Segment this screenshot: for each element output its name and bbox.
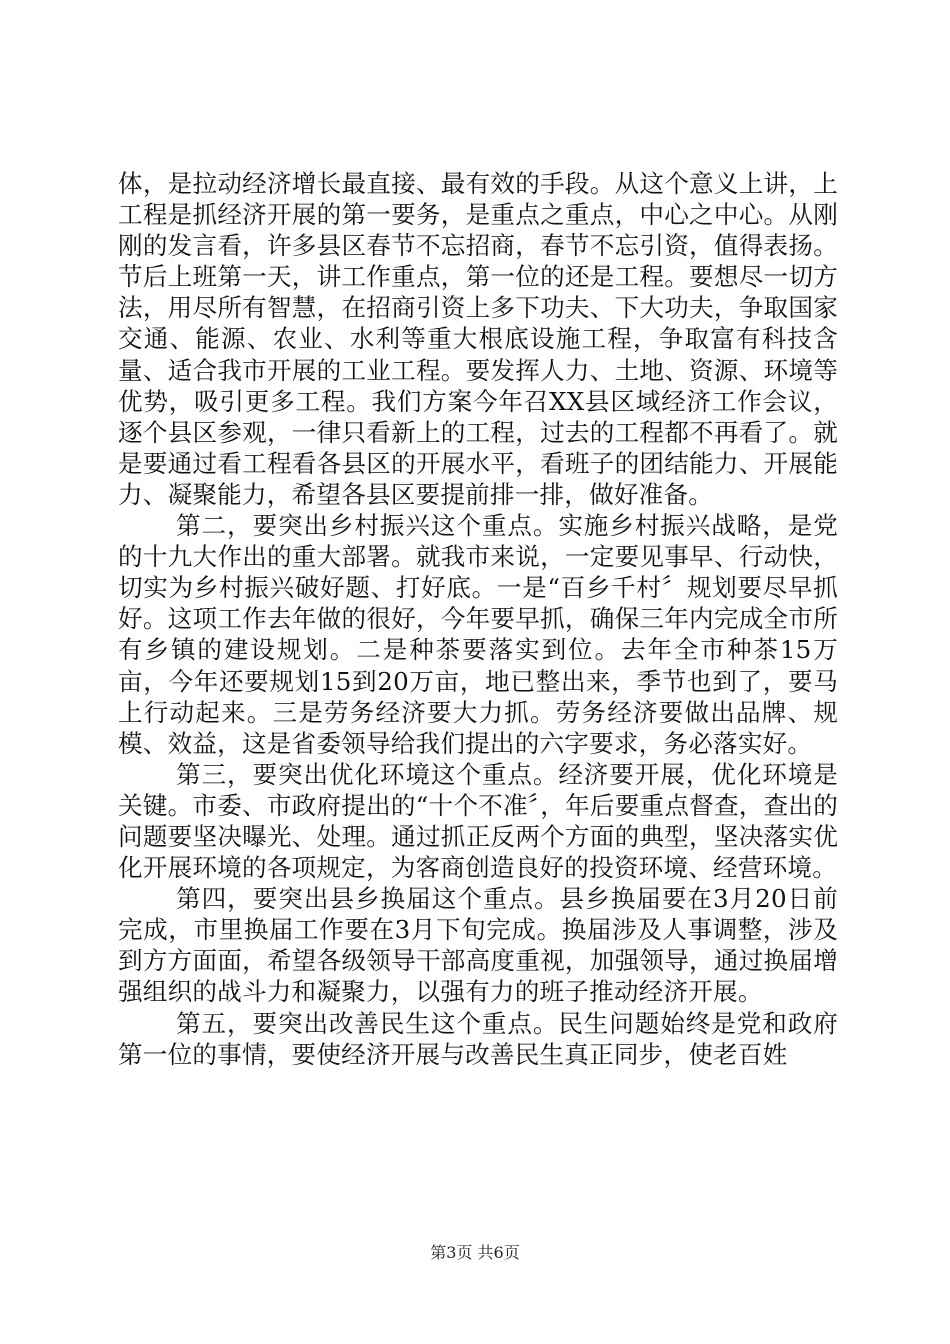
paragraph-1: 体，是拉动经济增长最直接、最有效的手段。从这个意义上讲，上工程是抓经济开展的第一要务，是重点之重点，中心之中心。从刚刚的发言看，许多县区春节不忘招商，春节不忘引资，值得表扬。节后上班第一天，讲工作重点，第一位的还是工程。要想尽一切方法，用尽所有智慧，在招商引资上多下功夫、下大功夫，争取国家交通、能源、农业、水利等重大根底设施工程，争取富有科技含量、适合我市开展的工业工程。要发挥人力、土地、资源、环境等优势，吸引更多工程。我们方案今年召XX县区域经济工作会议，逐个县区参观，一律只看新上的工程，过去的工程都不再看了。就是要通过看工程看各县区的开展水平，看班子的团结能力、开展能力、凝聚能力，希望各县区要提前排一排，做好准备。 (118, 169, 838, 509)
document-body (118, 168, 838, 1070)
paragraph-2: 第二，要突出乡村振兴这个重点。实施乡村振兴战略，是党的十九大作出的重大部署。就我市来说，一定要见事早、行动快，切实为乡村振兴破好题、打好底。一是“百乡千村〞规划要尽早抓好。这项工作去年做的很好，今年要早抓，确保三年内完成全市所有乡镇的建设规划。二是种茶要落实到位。去年全市种茶15万亩，今年还要规划15到20万亩，地已整出来，季节也到了，要马上行动起来。三是劳务经济要大力抓。劳务经济要做出品牌、规模、效益，这是省委领导给我们提出的六字要求，务必落实好。 (118, 511, 838, 758)
paragraph-4: 第四，要突出县乡换届这个重点。县乡换届要在3月20日前完成，市里换届工作要在3月下旬完成。换届涉及人事调整，涉及到方方面面，希望各级领导干部高度重视，加强领导，通过换届增强组织的战斗力和凝聚力，以强有力的班子推动经济开展。 (118, 884, 838, 1007)
paragraph-3: 第三，要突出优化环境这个重点。经济要开展，优化环境是关键。市委、市政府提出的“十个不准〞，年后要重点督查，查出的问题要坚决曝光、处理。通过抓正反两个方面的典型，坚决落实优化开展环境的各项规定，为客商创造良好的投资环境、经营环境。 (118, 759, 838, 883)
paragraph-5: 第五，要突出改善民生这个重点。民生问题始终是党和政府第一位的事情，要使经济开展与改善民生真正同步，使老百姓 (118, 1008, 838, 1069)
page-number-footer: 第3页 共6页 (430, 1243, 520, 1262)
